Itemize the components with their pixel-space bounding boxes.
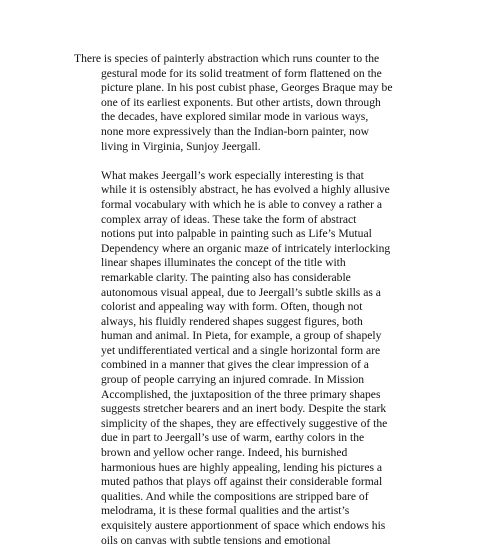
paragraph-line: formal vocabulary with which he is able to convey a rather a — [101, 197, 383, 211]
paragraph-1 — [74, 52, 434, 154]
paragraph-line: melodrama, it is these formal qualities and the artist’s — [101, 504, 350, 518]
paragraph-line: autonomous visual appeal, due to Jeergall’s subtle skills as a — [101, 285, 381, 299]
paragraph-line: yet undifferentiated vertical and a single horizontal form are — [101, 343, 381, 357]
paragraph-line: colorist and appealing way with form. Often, though not — [101, 300, 363, 314]
paragraph-line: picture plane. In his post cubist phase, Georges Braque may be — [101, 81, 393, 95]
paragraph-line: while it is ostensibly abstract, he has evolved a highly allusive — [101, 183, 390, 197]
paragraph-line: remarkable clarity. The painting also has considerable — [101, 270, 351, 284]
paragraph-line: combined in a manner that gives the clear impression of a — [101, 358, 369, 372]
paragraph-line: Accomplished, the juxtaposition of the three primary shapes — [101, 387, 381, 401]
paragraph-line: linear shapes illuminates the concept of the title with — [101, 256, 346, 270]
paragraph-line: gestural mode for its solid treatment of form flattened on the — [101, 66, 382, 80]
paragraph-line: suggests stretcher bearers and an inert body. Despite the stark — [101, 402, 387, 416]
paragraph-line: complex array of ideas. These take the form of abstract — [101, 212, 357, 226]
paragraph-line: always, his fluidly rendered shapes suggest figures, both — [101, 314, 363, 328]
article-text — [74, 52, 434, 548]
paragraph-1-body — [74, 67, 434, 155]
paragraph-2 — [74, 169, 434, 548]
paragraph-line: brown and yellow ocher range. Indeed, his burnished — [101, 446, 348, 460]
paragraph-spacer — [74, 154, 434, 169]
paragraph-line: simplicity of the shapes, they are effectively suggestive of the — [101, 416, 388, 430]
paragraph-line: harmonious hues are highly appealing, lending his pictures a — [101, 460, 383, 474]
paragraph-line: qualities. And while the compositions are stripped bare of — [101, 489, 369, 503]
paragraph-line: living in Virginia, Sunjoy Jeergall. — [101, 139, 261, 153]
paragraph-line: muted pathos that plays off against their considerable formal — [101, 475, 383, 489]
paragraph-line: exquisitely austere apportionment of space which endows his — [101, 519, 386, 532]
paragraph-line: group of people carrying an injured comrade. In Mission — [101, 373, 365, 387]
paragraph-line: What makes Jeergall’s work especially interesting is that — [101, 168, 364, 182]
paragraph-line: the decades, have explored similar mode in various ways, — [101, 110, 369, 124]
paragraph-line: due in part to Jeergall’s use of warm, earthy colors in the — [101, 431, 365, 445]
paragraph-line: one of its earliest exponents. But other artists, down through — [101, 95, 381, 109]
paragraph-line: human and animal. In Pieta, for example, a group of shapely — [101, 329, 382, 343]
paragraph-line: Dependency where an organic maze of intricately interlocking — [101, 241, 391, 255]
paragraph-line: oils on canvas with subtle tensions and emotional — [101, 533, 331, 547]
paragraph-line: none more expressively than the Indian-born painter, now — [101, 124, 370, 138]
paragraph-line: There is species of painterly abstraction which runs counter to the — [74, 52, 380, 65]
paragraph-line: notions put into palpable in painting such as Life’s Mutual — [101, 227, 372, 241]
